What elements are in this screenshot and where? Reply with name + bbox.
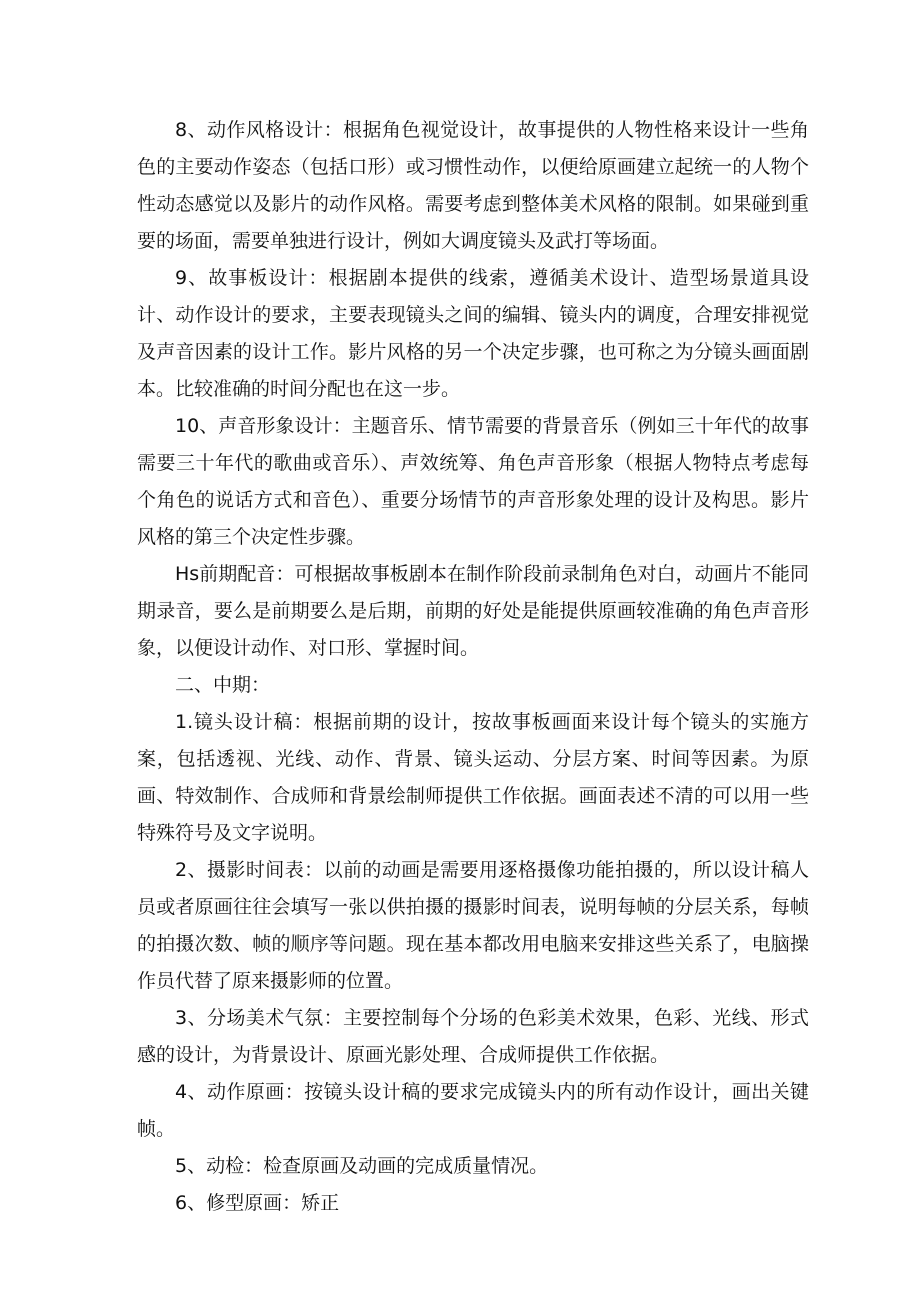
paragraph-layout-design: 1.镜头设计稿：根据前期的设计，按故事板画面来设计每个镜头的实施方案，包括透视、光线、动作、背景、镜头运动、分层方案、时间等因素。为原画、特效制作、合成师和背景绘制师提供工作依据。画面表述不清的可以用一些特殊符号及文字说明。 — [137, 711, 809, 844]
paragraph-scene-color-mood: 3、分场美术气氛：主要控制每个分场的色彩美术效果，色彩、光线、形式感的设计，为背景设计、原画光影处理、合成师提供工作依据。 — [137, 1007, 809, 1066]
paragraph-action-style-design: 8、动作风格设计：根据角色视觉设计，故事提供的人物性格来设计一些角色的主要动作姿态（包括口形）或习惯性动作，以便给原画建立起统一的人物个性动态感觉以及影片的动作风格。需要考虑到整体美术风格的限制。如果碰到重要的场面，需要单独进行设计，例如大调度镜头及武打等场面。 — [137, 119, 809, 252]
paragraph-animation-check: 5、动检：检查原画及动画的完成质量情况。 — [175, 1155, 549, 1177]
paragraph-model-correction: 6、修型原画：矫正 — [175, 1192, 340, 1214]
paragraph-exposure-sheet: 2、摄影时间表：以前的动画是需要用逐格摄像功能拍摄的，所以设计稿人员或者原画往往会填写一张以供拍摄的摄影时间表，说明每帧的分层关系，每帧的拍摄次数、帧的顺序等问题。现在基本都改用电脑来安排这些关系了，电脑操作员代替了原来摄影师的位置。 — [137, 859, 809, 992]
paragraph-sound-image-design: 10、声音形象设计：主题音乐、情节需要的背景音乐（例如三十年代的故事需要三十年代的歌曲或音乐）、声效统筹、角色声音形象（根据人物特点考虑每个角色的说话方式和音色）、重要分场情节的声音形象处理的设计及构思。影片风格的第三个决定性步骤。 — [137, 415, 809, 548]
paragraph-storyboard-design: 9、故事板设计：根据剧本提供的线索，遵循美术设计、造型场景道具设计、动作设计的要求，主要表现镜头之间的编辑、镜头内的调度，合理安排视觉及声音因素的设计工作。影片风格的另一个决定步骤，也可称之为分镜头画面剧本。比较准确的时间分配也在这一步。 — [137, 267, 809, 400]
paragraph-pre-dubbing: Hs前期配音：可根据故事板剧本在制作阶段前录制角色对白，动画片不能同期录音，要么是前期要么是后期，前期的好处是能提供原画较准确的角色声音形象，以便设计动作、对口形、掌握时间。 — [137, 563, 809, 659]
section-heading-mid-stage: 二、中期： — [175, 674, 271, 696]
document-body — [137, 112, 809, 1222]
paragraph-key-animation: 4、动作原画：按镜头设计稿的要求完成镜头内的所有动作设计，画出关键帧。 — [137, 1081, 809, 1140]
